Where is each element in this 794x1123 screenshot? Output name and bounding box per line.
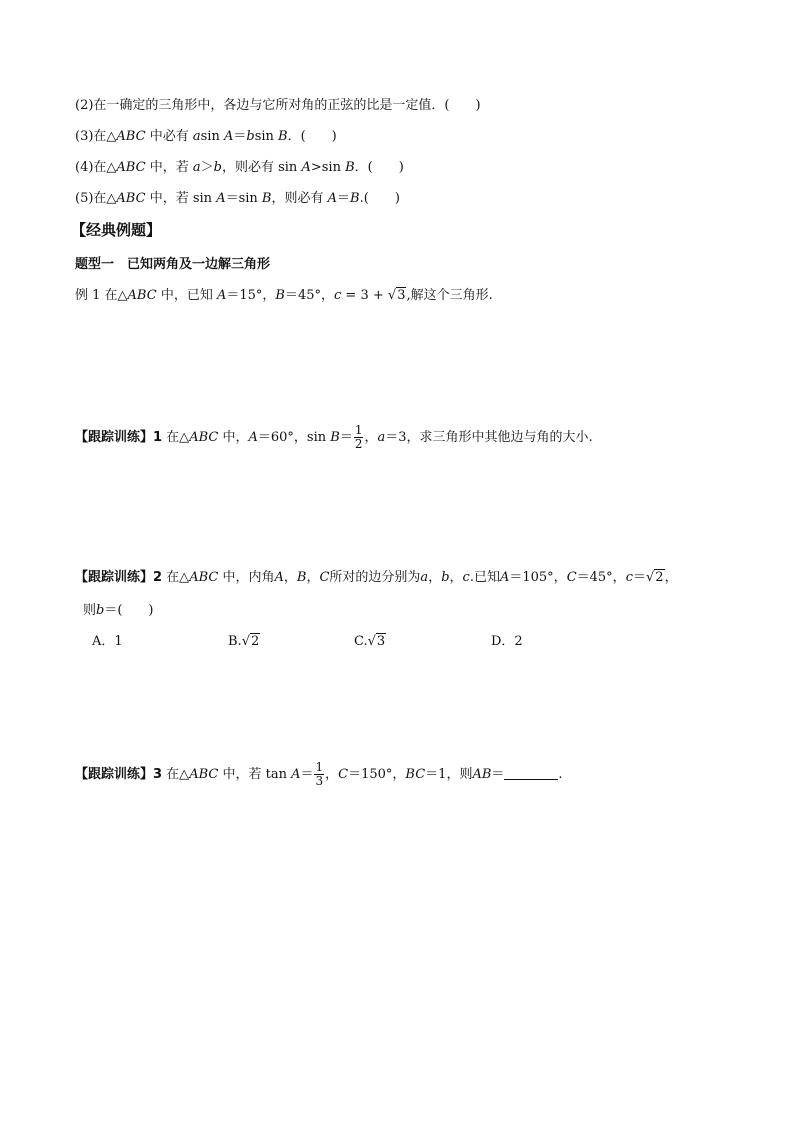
text: ＝15°， xyxy=(226,288,276,303)
judge-item-5 xyxy=(75,189,400,209)
text: ， xyxy=(449,570,463,585)
var: BC xyxy=(405,767,426,782)
numerator: 1 xyxy=(354,423,363,437)
text: ＝45°， xyxy=(284,288,335,303)
var: B xyxy=(278,129,288,144)
text: 中，内角 xyxy=(218,570,275,585)
type1-title-text: 题型一 已知两角及一边解三角形 xyxy=(75,257,271,272)
text: ＝150°， xyxy=(348,767,406,782)
var: AB xyxy=(472,767,492,782)
text: 在△ xyxy=(162,767,190,782)
text: ＝ xyxy=(337,191,351,206)
text: ， xyxy=(306,570,320,585)
var: C xyxy=(566,570,577,585)
var: c xyxy=(334,288,342,303)
text: .已知 xyxy=(469,570,500,585)
option-a: A．1 xyxy=(92,634,123,649)
var: A xyxy=(327,191,338,206)
text: ＝sin xyxy=(225,191,258,206)
text: ， xyxy=(428,570,442,585)
text: ＝ xyxy=(632,570,646,585)
type1-title xyxy=(75,255,270,275)
text: sin xyxy=(200,129,220,144)
triangle-name: ABC xyxy=(116,160,146,175)
track-exercise-2 xyxy=(75,568,678,588)
judge-item-4 xyxy=(75,158,404,178)
track-exercise-2-line2 xyxy=(83,601,154,621)
var: a xyxy=(377,430,386,445)
text: ＞ xyxy=(200,160,214,175)
track-exercise-2-options xyxy=(92,632,652,652)
var: c xyxy=(462,570,470,585)
text: ， xyxy=(325,767,339,782)
answer-blank[interactable] xyxy=(504,766,558,780)
var: B xyxy=(261,191,272,206)
text: ，则必有 xyxy=(271,191,324,206)
var: B xyxy=(330,430,340,445)
option-d: D．2 xyxy=(491,634,523,649)
triangle-name: ABC xyxy=(116,191,146,206)
var: C xyxy=(338,767,349,782)
text: 则 xyxy=(83,603,97,618)
text: ＝1，则 xyxy=(425,767,473,782)
var: a xyxy=(192,129,201,144)
var: B xyxy=(345,160,355,175)
text: (5)在△ xyxy=(75,191,117,206)
triangle-name: ABC xyxy=(189,767,219,782)
text: ＝ xyxy=(491,767,505,782)
judge-item-3 xyxy=(75,127,337,147)
sqrt-symbol: √3 xyxy=(387,288,406,303)
text: 中，已知 xyxy=(156,288,213,303)
var: A xyxy=(216,288,227,303)
section-title-text: 【经典例题】 xyxy=(71,221,162,239)
var: B xyxy=(296,570,307,585)
text: ．( ) xyxy=(354,160,404,175)
text: >sin xyxy=(310,160,341,175)
denominator: 3 xyxy=(315,774,324,788)
denominator: 2 xyxy=(354,437,363,451)
track-tag: 【跟踪训练】1 xyxy=(75,430,163,445)
track-exercise-3 xyxy=(75,755,563,795)
option-c xyxy=(354,632,386,652)
option-b-label: B. xyxy=(228,634,242,649)
radicand: 2 xyxy=(655,570,664,585)
var: A xyxy=(216,191,226,206)
text: ，则必有 sin xyxy=(221,160,298,175)
text: ＝ xyxy=(233,129,247,144)
triangle-name: ABC xyxy=(127,288,157,303)
text: 所对的边分别为 xyxy=(329,570,421,585)
section-title xyxy=(71,220,161,240)
var: b xyxy=(246,129,255,144)
text: ， xyxy=(364,430,378,445)
text: ,解这个三角形. xyxy=(406,288,493,303)
text: 中，若 sin xyxy=(149,191,213,206)
triangle-name: ABC xyxy=(189,430,219,445)
text: = 3 + xyxy=(341,288,388,303)
text: . xyxy=(558,767,563,782)
text: 例 1 在△ xyxy=(75,288,128,303)
option-b xyxy=(228,632,260,652)
track-tag: 【跟踪训练】3 xyxy=(75,767,163,782)
sqrt-symbol: √3 xyxy=(367,634,386,649)
text: (3)在△ xyxy=(75,129,117,144)
triangle-name: ABC xyxy=(116,129,146,144)
var: A xyxy=(223,129,234,144)
track-tag: 【跟踪训练】2 xyxy=(75,570,163,585)
text: ＝( ) xyxy=(104,603,154,618)
var: a xyxy=(420,570,429,585)
var: B xyxy=(350,191,360,206)
var: A xyxy=(274,570,284,585)
track-exercise-1 xyxy=(75,418,593,458)
text: 在△ xyxy=(162,430,190,445)
text: ＝45°， xyxy=(576,570,626,585)
text: 中， xyxy=(218,430,249,445)
var: c xyxy=(625,570,633,585)
text: ， xyxy=(664,570,678,585)
sqrt-symbol: √2 xyxy=(645,570,664,585)
var: b xyxy=(441,570,450,585)
text: sin xyxy=(254,129,274,144)
radicand: 3 xyxy=(376,634,386,649)
sqrt-symbol: √2 xyxy=(241,634,260,649)
text: ＝ xyxy=(339,430,353,445)
text: 中必有 xyxy=(149,129,189,144)
var: B xyxy=(275,288,285,303)
option-c-label: C. xyxy=(354,634,368,649)
text: ＝60°，sin xyxy=(257,430,331,445)
numerator: 1 xyxy=(315,760,324,774)
text: ＝ xyxy=(300,767,314,782)
text: .( ) xyxy=(359,191,400,206)
text: ＝105°， xyxy=(509,570,567,585)
text: 在△ xyxy=(162,570,190,585)
var: A xyxy=(301,160,311,175)
text: (4)在△ xyxy=(75,160,117,175)
text: ， xyxy=(283,570,297,585)
var: C xyxy=(319,570,330,585)
text: 中，若 tan xyxy=(218,767,292,782)
triangle-name: ABC xyxy=(189,570,219,585)
var: b xyxy=(96,603,105,618)
var: A xyxy=(291,767,301,782)
fraction xyxy=(354,424,364,451)
judge-item-2 xyxy=(75,96,481,116)
judge-item-2-text: (2)在一确定的三角形中，各边与它所对角的正弦的比是一定值．( ) xyxy=(75,98,481,113)
var: A xyxy=(499,570,510,585)
text: ．( ) xyxy=(287,129,337,144)
var: a xyxy=(192,160,201,175)
fraction xyxy=(314,761,324,788)
text: 中，若 xyxy=(149,160,189,175)
radicand: 3 xyxy=(397,288,406,303)
var: b xyxy=(213,160,222,175)
radicand: 2 xyxy=(250,634,260,649)
text: ＝3，求三角形中其他边与角的大小. xyxy=(385,430,593,445)
example-1 xyxy=(75,286,493,306)
var: A xyxy=(248,430,258,445)
